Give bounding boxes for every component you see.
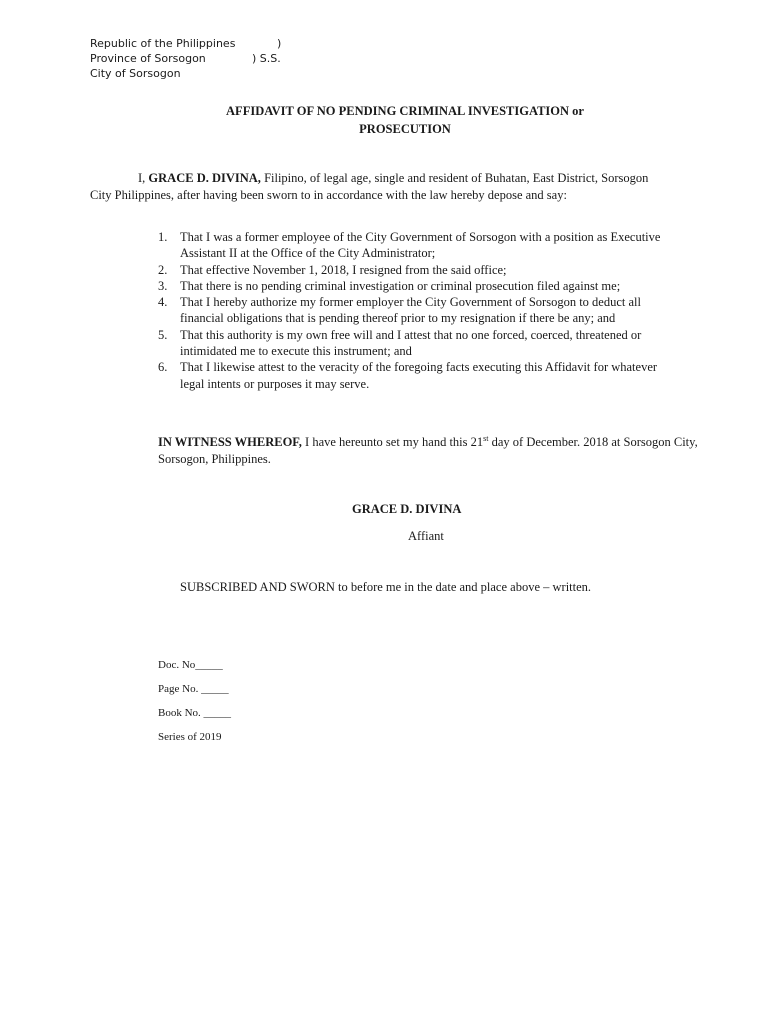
document-title xyxy=(150,102,660,138)
list-item xyxy=(158,229,680,262)
affiant-label: Affiant xyxy=(408,529,444,543)
list-item-text: That this authority is my own free will and I attest that no one forced, coerced, threatened or intimidated me to execute this instrument; and xyxy=(180,327,642,359)
list-item-text: That effective November 1, 2018, I resigned from the said office; xyxy=(180,262,507,277)
list-item-text: That there is no pending criminal investigation or criminal prosecution filed against me; xyxy=(180,278,621,293)
venue-province-text: Province of Sorsogon xyxy=(90,52,206,65)
affiant-signature-name: GRACE D. DIVINA xyxy=(352,502,462,516)
intro-indent xyxy=(90,171,138,185)
list-item xyxy=(158,262,680,278)
witness-text-2: day of December. 2018 at Sorsogon City, Sorsogon, Philippines. xyxy=(158,435,698,466)
intro-lead: I, xyxy=(138,171,149,185)
venue-paren: ) xyxy=(277,37,282,50)
witness-paragraph xyxy=(158,434,698,468)
page-number: Page No. _____ xyxy=(158,683,229,695)
list-item xyxy=(158,278,680,294)
list-item-number: 6. xyxy=(158,360,168,375)
venue-line-city xyxy=(90,66,235,81)
title-line-1: AFFIDAVIT OF NO PENDING CRIMINAL INVESTIGATION or xyxy=(226,104,584,118)
list-item-number: 3. xyxy=(158,278,168,293)
list-item-text: That I likewise attest to the veracity of the foregoing facts executing this Affidavit for whatever legal intents or purposes it may serve. xyxy=(180,360,658,391)
venue-city-text: City of Sorsogon xyxy=(90,67,181,80)
doc-number: Doc. No_____ xyxy=(158,659,223,671)
affiant-name-inline: GRACE D. DIVINA, xyxy=(148,171,261,185)
list-item xyxy=(158,359,680,392)
list-item-text: That I was a former employee of the City Government of Sorsogon with a position as Executive Assistant II at the Office of the City Administrator; xyxy=(180,230,661,261)
venue-block xyxy=(90,36,282,81)
title-line-2: PROSECUTION xyxy=(359,122,451,136)
list-item-number: 2. xyxy=(158,262,168,277)
intro-rest: Filipino, of legal age, single and resident of Buhatan, East District, Sorsogon City Philippines, after having been sworn to in accordance with the law hereby depose and say: xyxy=(90,171,649,202)
witness-superscript: st xyxy=(483,433,489,443)
list-item-number: 5. xyxy=(158,327,168,342)
jurat-text: SUBSCRIBED AND SWORN to before me in the date and place above – written. xyxy=(180,580,592,594)
venue-ss: ) S.S. xyxy=(252,52,281,65)
statement-list xyxy=(158,229,680,392)
notarial-register xyxy=(158,659,231,755)
list-item-number: 1. xyxy=(158,230,168,244)
series-year: Series of 2019 xyxy=(158,731,222,743)
list-item xyxy=(158,327,680,360)
venue-line-province xyxy=(90,51,281,66)
list-item-number: 4. xyxy=(158,295,168,310)
list-item-text: That I hereby authorize my former employer the City Government of Sorsogon to deduct all financial obligations that is pending thereof prior to my resignation if there be any; and xyxy=(180,295,641,326)
witness-lead: IN WITNESS WHEREOF, xyxy=(158,435,302,449)
venue-line-republic xyxy=(90,36,282,51)
book-number: Book No. _____ xyxy=(158,707,232,719)
list-item xyxy=(158,294,680,327)
venue-republic-text: Republic of the Philippines xyxy=(90,37,236,50)
witness-text-1: I have hereunto set my hand this 21 xyxy=(301,435,484,449)
intro-paragraph xyxy=(90,170,650,204)
